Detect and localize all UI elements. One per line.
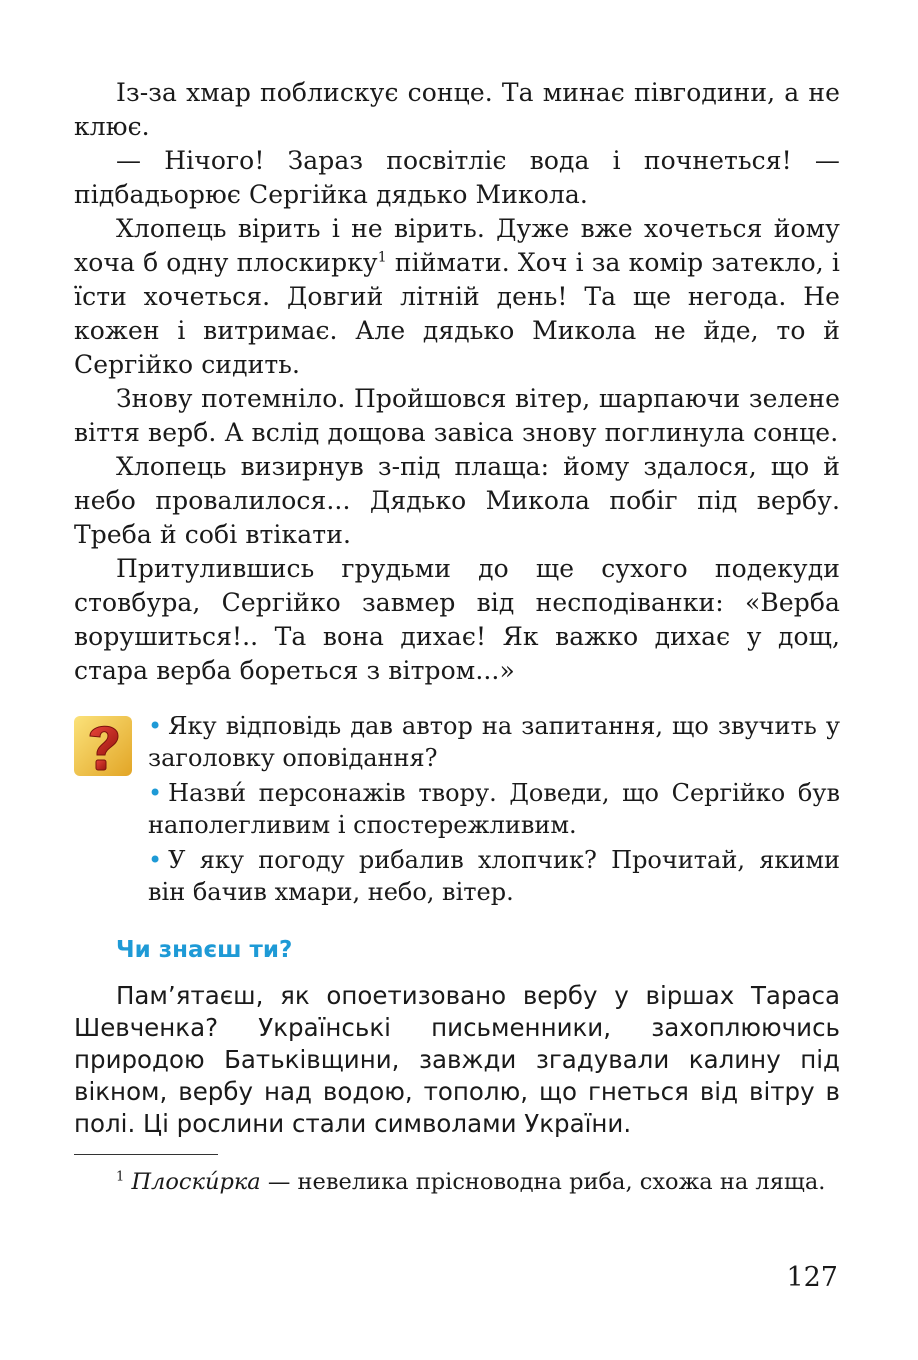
story-paragraph-3-end: піймати. Хоч і за комір затекло, і їсти хочеться. Довгий літній день! Та ще негода. Не кожен і витримає. Але дядько Микола не йде, то й Сергійко сидить.	[74, 248, 840, 379]
question-1	[148, 710, 840, 774]
footnote	[74, 1167, 840, 1198]
story-paragraph-5: Хлопець визирнув з-під плаща: йому здалося, що й небо провалилося... Дядько Микола побіг під вербу. Треба й собі втікати.	[74, 452, 840, 549]
story-paragraph-4: Знову потемніло. Пройшовся вітер, шарпаючи зелене віття верб. А вслід дощова завіса знову поглинула сонце.	[74, 384, 840, 447]
footnote-reference[interactable]: 1	[377, 249, 387, 266]
did-you-know-text: Пам’ятаєш, як опоетизовано вербу у віршах Тараса Шевченка? Українські письменники, захоплюючись природою Батьківщини, завжди згадували калину під вікном, вербу над водою, тополю, що гнеться від вітру в полі. Ці рослини стали символами України.	[74, 981, 840, 1138]
page-number: 127	[786, 1262, 838, 1293]
story-paragraph-2: — Нічого! Зараз посвітліє вода і почнеться! — підбадьорює Сергійка дядько Микола.	[74, 146, 840, 209]
story-paragraph-6: Притулившись грудьми до ще сухого подекуди стовбура, Сергійко завмер від несподіванки: «Верба ворушиться!.. Та вона дихає! Як важко дихає у дощ, стара верба бореться з вітром...»	[74, 554, 840, 685]
question-3-text: У яку погоду рибалив хлопчик? Прочитай, якими він бачив хмари, небо, вітер.	[148, 846, 840, 906]
footnote-term: Плоски́рка	[131, 1169, 261, 1195]
footnote-divider	[74, 1154, 218, 1155]
did-you-know-title: Чи знаєш ти?	[116, 937, 293, 963]
story-paragraph-1: Із-за хмар поблискує сонце. Та минає півгодини, а не клює.	[74, 78, 840, 141]
story-paragraph-3	[74, 212, 840, 382]
bullet-icon: •	[148, 712, 163, 740]
question-mark-icon	[74, 716, 132, 776]
question-2-text: Назви́ персонажів твору. Доведи, що Сергійко був наполегливим і спостережливим.	[148, 779, 840, 839]
footnote-definition: — невелика прісноводна риба, схожа на ляща.	[260, 1169, 826, 1195]
questions-block	[74, 710, 840, 908]
footnote-marker: 1	[116, 1169, 125, 1185]
story-paragraph-3-start: Хлопець вірить і не вірить. Дуже вже хочеться йому хоча б одну плоскирку	[74, 214, 840, 277]
bullet-icon: •	[148, 779, 163, 807]
question-3	[148, 844, 840, 908]
question-1-text: Яку відповідь дав автор на запитання, що звучить у заголовку оповідання?	[148, 712, 840, 772]
story-text	[74, 76, 840, 688]
question-2	[148, 777, 840, 841]
bullet-icon: •	[148, 846, 163, 874]
page-content	[74, 76, 840, 1198]
